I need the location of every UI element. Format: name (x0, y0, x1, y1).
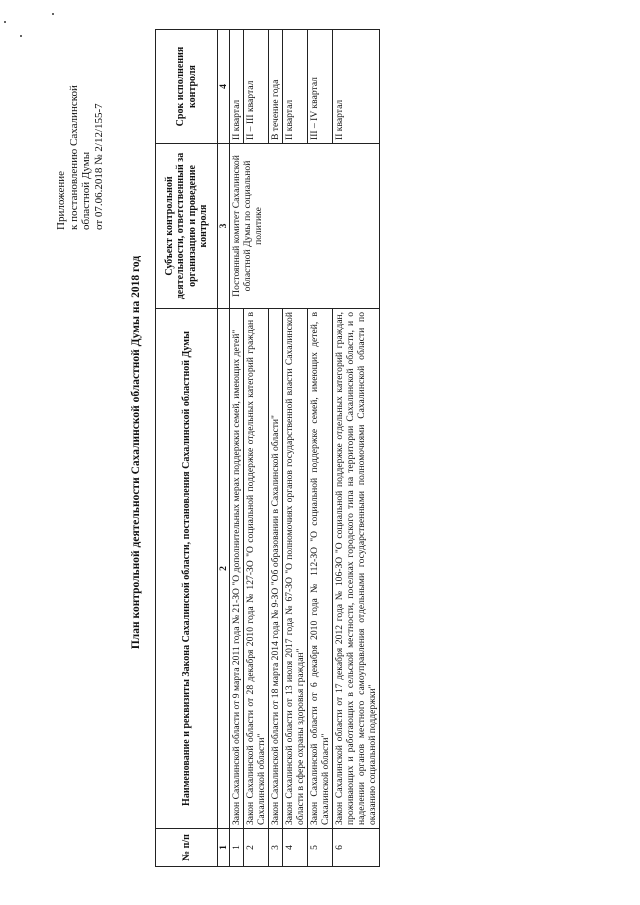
appendix-line: к постановлению Сахалинской (67, 85, 80, 230)
law-name: Закон Сахалинской области от 18 марта 2014 года № 9-ЗО "Об образовании в Сахалинской области" (269, 309, 283, 829)
document-title: План контрольной деятельности Сахалинской областной Думы на 2018 год (130, 255, 142, 650)
law-name: Закон Сахалинской области от 6 декабря 2010 года № 112-ЗО "О социальной поддержке семей, имеющих детей, в Сахалинской области" (308, 309, 333, 829)
scan-speck (52, 13, 54, 15)
control-term: II квартал (230, 30, 244, 144)
row-number: 2 (244, 829, 269, 867)
table-header-row (156, 30, 218, 867)
law-name: Закон Сахалинской области от 28 декабря 2010 года № 127-ЗО "О социальной поддержке отдельных категорий граждан в Сахалинской области" (244, 309, 269, 829)
appendix-line: областной Думы (80, 151, 92, 230)
header-name: Наименование и реквизиты Закона Сахалинской области, постановления Сахалинской областной Думы (156, 309, 218, 829)
row-number: 3 (269, 829, 283, 867)
law-name: Закон Сахалинской области от 9 марта 2011 года № 21-ЗО "О дополнительных мерах поддержки семей, имеющих детей" (230, 309, 244, 829)
column-number-row (218, 30, 230, 867)
law-name: Закон Сахалинской области от 17 декабря 2012 года № 106-ЗО "О социальной поддержке отдельных категорий граждан, проживающих и работающих в сельской местности, поселках городского типа на территории Сахалинской области, и о наделении органов местного самоуправления отдельными государственными полномочиями Сахалинской области по оказанию социальной поддержки" (333, 309, 380, 829)
scan-speck (4, 21, 6, 23)
control-term: II квартал (333, 30, 380, 144)
plan-table (155, 29, 380, 867)
header-term: Срок исполнения контроля (156, 30, 218, 144)
row-number: 4 (283, 829, 308, 867)
control-term: III – IV квартал (308, 30, 333, 144)
control-term: II квартал (283, 30, 308, 144)
appendix-note (55, 20, 105, 230)
column-number: 3 (218, 144, 230, 309)
header-subject: Субъект контрольной деятельности, ответственный за организацию и проведение контроля (156, 144, 218, 309)
control-term: В течение года (269, 30, 283, 144)
appendix-line: от 07.06.2018 № 2/12/155-7 (92, 103, 105, 230)
table-row (230, 30, 244, 867)
column-number: 4 (218, 30, 230, 144)
row-number: 1 (230, 829, 244, 867)
control-subject: Постоянный комитет Сахалинской областной Думы по социальной политике (230, 144, 380, 309)
column-number: 1 (218, 829, 230, 867)
law-name: Закон Сахалинской области от 13 июля 2017 года № 67-ЗО "О полномочиях органов государственной власти Сахалинской области в сфере охраны здоровья граждан" (283, 309, 308, 829)
appendix-line: Приложение (55, 170, 67, 230)
control-term: II – III квартал (244, 30, 269, 144)
header-number: № п/п (156, 829, 218, 867)
row-number: 6 (333, 829, 380, 867)
column-number: 2 (218, 309, 230, 829)
scan-speck (20, 35, 22, 37)
row-number: 5 (308, 829, 333, 867)
